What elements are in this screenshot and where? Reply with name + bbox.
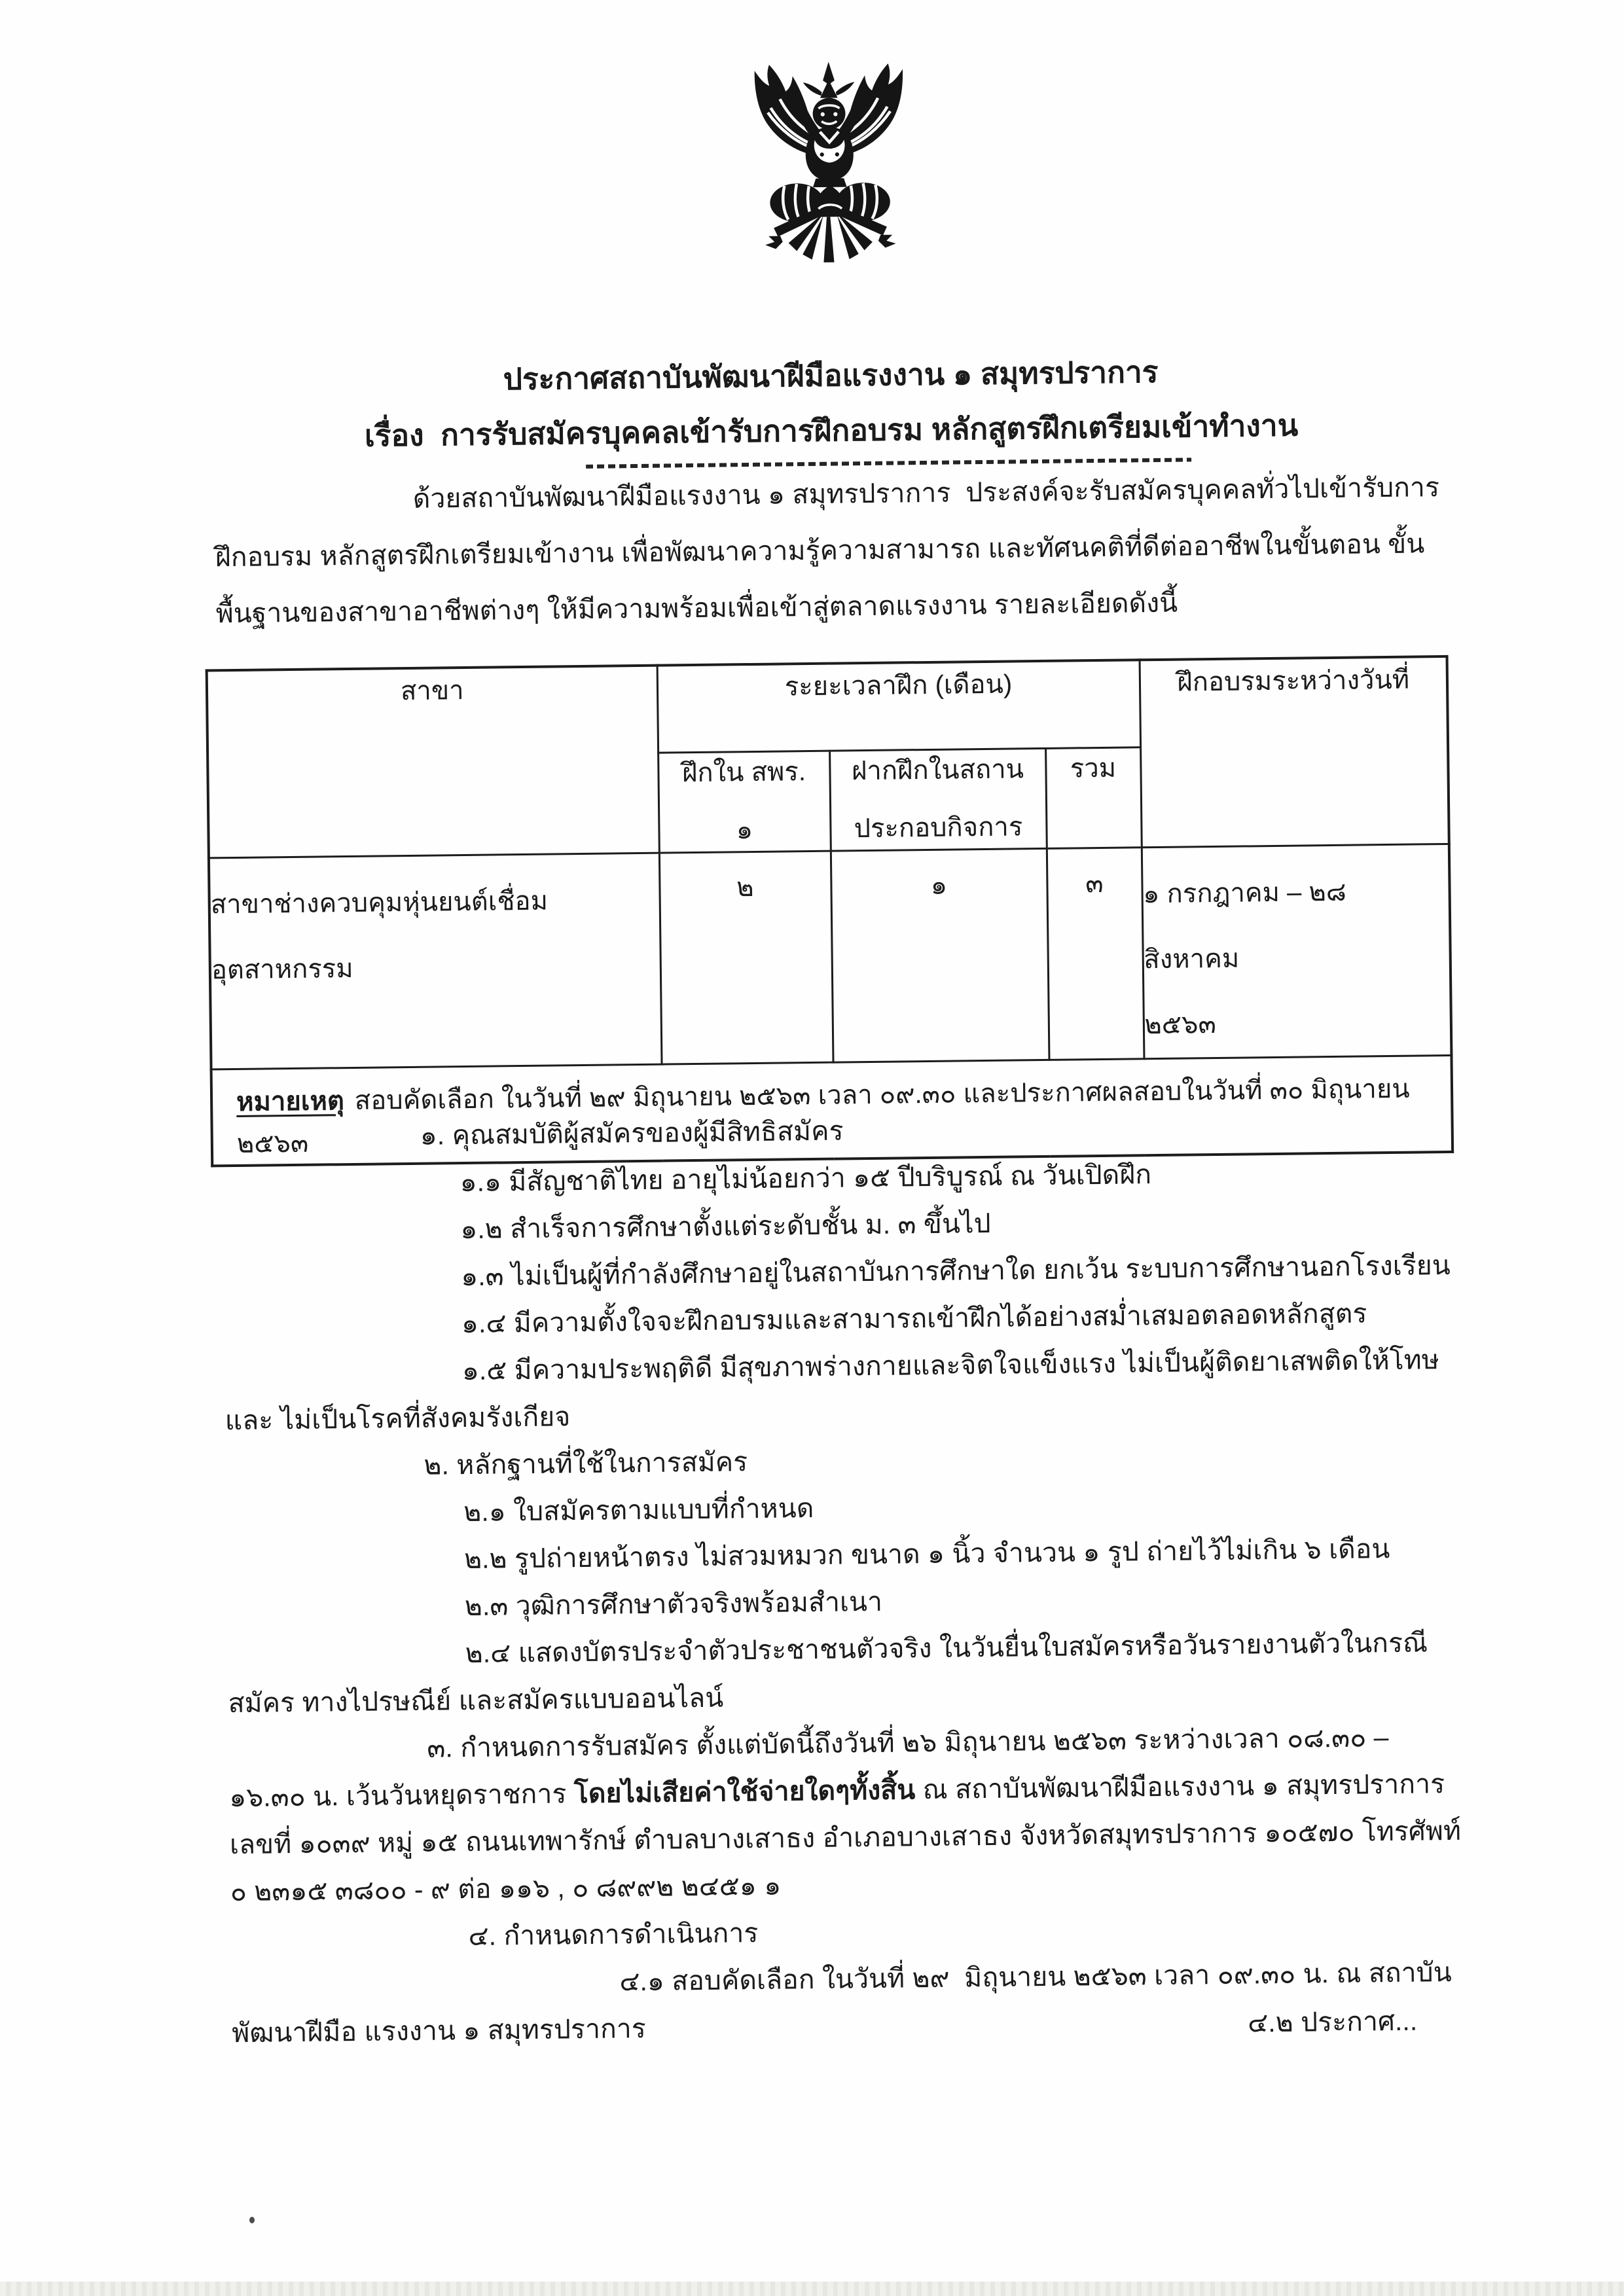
para-section-3: ๓. กำหนดการรับสมัคร ตั้งแต่บัดนี้ถึงวันที่ ๒๖ มิถุนายน ๒๕๖๓ ระหว่างเวลา ๐๘.๓๐ – ๑๖.๓๐ น. เว้นวันหยุดราชการ โดยไม่เสียค่าใช้จ่ายใดๆทั้งสิ้น ณ สถาบันพัฒนาฝีมือแรงงาน ๑ สมุทรปราการ เลขที่ ๑๐๓๙ หมู่ ๑๕ ถนนเทพารักษ์ ตำบลบางเสาธง อำเภอบางเสาธง จังหวัดสมุทรปราการ ๑๐๕๗๐ โทรศัพท์ ๐ ๒๓๑๕ ๓๘๐๐ - ๙ ต่อ ๑๑๖ , ๐ ๘๙๙๒ ๒๔๕๑ ๑ bbox=[228, 1721, 1469, 1907]
table-header-training-dates: ฝึกอบรมระหว่างวันที่ bbox=[1140, 656, 1449, 848]
para-1-3: ๑.๓ ไม่เป็นผู้ที่กำลังศึกษาอยู่ในสถาบันการศึกษาใด ยกเว้น ระบบการศึกษานอกโรงเรียน bbox=[460, 1249, 1451, 1292]
page-title-line1: ประกาศสถาบันพัฒนาฝีมือแรงงาน ๑ สมุทรปราการ bbox=[503, 354, 1159, 397]
no-fee-bold-text: โดยไม่เสียค่าใช้จ่ายใดๆทั้งสิ้น bbox=[573, 1774, 916, 1809]
note-label: หมายเหตุ bbox=[236, 1086, 345, 1117]
cell-months-in-workplace: ๑ bbox=[831, 848, 1049, 1062]
para-section-1: ๑. คุณสมบัติผู้สมัครของผู้มีสิทธิสมัคร bbox=[420, 1115, 844, 1151]
cell-months-total: ๓ bbox=[1047, 848, 1144, 1060]
para-1-2: ๑.๒ สำเร็จการศึกษาตั้งแต่ระดับชั้น ม. ๓ ขึ้นไป bbox=[460, 1208, 991, 1245]
scan-edge-artifact bbox=[0, 2282, 1624, 2296]
para-1-5: ๑.๕ มีความประพฤติดี มีสุขภาพร่างกายและจิตใจแข็งแรง ไม่เป็นผู้ติดยาเสพติดให้โทษ และ ไม่เป็นโรคที่สังคมรังเกียจ bbox=[225, 1344, 1447, 1436]
intro-paragraph: ด้วยสถาบันพัฒนาฝีมือแรงงาน ๑ สมุทรปราการ ประสงค์จะรับสมัครบุคคลทั่วไปเข้ารับการ ฝึกอบรม หลักสูตรฝึกเตรียมเข้างาน เพื่อพัฒนาความรู้ความสามารถ และทัศนคติที่ดีต่ออาชีพในขั้นตอน ขั้นพื้นฐานของสาขาอาชีพต่างๆ ให้มีความพร้อมเพื่อเข้าสู่ตลาดแรงงาน รายละเอียดดังนี้ bbox=[215, 471, 1447, 629]
para-2-1: ๒.๑ ใบสมัครตามแบบที่กำหนด bbox=[463, 1493, 814, 1528]
document-body bbox=[221, 1100, 1474, 2056]
catchword-next-page: ๔.๒ ประกาศ... bbox=[1247, 2005, 1418, 2038]
note-text: สอบคัดเลือก ในวันที่ ๒๙ มิถุนายน ๒๕๖๓ เวลา ๐๙.๓๐ และประกาศผลสอบในวันที่ ๓๐ มิถุนายน ๒๕๖๓ bbox=[236, 1074, 1410, 1158]
training-course-table bbox=[206, 655, 1454, 1167]
para-1-1: ๑.๑ มีสัญชาติไทย อายุไม่น้อยกว่า ๑๕ ปีบริบูรณ์ ณ วันเปิดฝึก bbox=[460, 1159, 1152, 1198]
para-section-4: ๔. กำหนดการดำเนินการ bbox=[468, 1918, 759, 1952]
table-header-total: รวม bbox=[1045, 747, 1142, 849]
para-2-3: ๒.๓ วุฒิการศึกษาตัวจริงพร้อมสำเนา bbox=[464, 1586, 883, 1622]
table-header-branch: สาขา bbox=[207, 666, 659, 858]
para-section-2: ๒. หลักฐานที่ใช้ในการสมัคร bbox=[424, 1446, 748, 1480]
para-4-1: ๔.๑ สอบคัดเลือก ในวันที่ ๒๙ มิถุนายน ๒๕๖๓ เวลา ๐๙.๓๐ น. ณ สถาบันพัฒนาฝีมือ แรงงาน ๑ สมุทรปราการ bbox=[232, 1957, 1452, 2049]
garuda-emblem-icon bbox=[735, 58, 924, 277]
page-title-line2: เรื่อง การรับสมัครบุคคลเข้ารับการฝึกอบรม หลักสูตรฝึกเตรียมเข้าทำงาน bbox=[364, 408, 1299, 453]
para-2-4: ๒.๔ แสดงบัตรประจำตัวประชาชนตัวจริง ในวันยื่นใบสมัครหรือวันรายงานตัวในกรณีสมัคร ทางไปรษณีย์ และสมัครแบบออนไลน์ bbox=[228, 1627, 1428, 1719]
cell-months-in-institute: ๒ bbox=[659, 851, 833, 1064]
para-1-4: ๑.๔ มีความตั้งใจจะฝึกอบรมและสามารถเข้าฝึกได้อย่างสม่ำเสมอตลอดหลักสูตร bbox=[461, 1298, 1367, 1339]
table-row bbox=[209, 844, 1452, 1069]
scan-speck bbox=[249, 2217, 255, 2223]
table-header-in-workplace: ฝากฝึกในสถาน ประกอบกิจการ bbox=[829, 748, 1047, 851]
cell-training-dates: ๑ กรกฎาคม – ๒๘ สิงหาคม ๒๕๖๓ bbox=[1142, 844, 1452, 1058]
para-2-2: ๒.๒ รูปถ่ายหน้าตรง ไม่สวมหมวก ขนาด ๑ นิ้ว จำนวน ๑ รูป ถ่ายไว้ไม่เกิน ๖ เดือน bbox=[463, 1534, 1390, 1575]
table-header-in-institute: ฝึกใน สพร. ๑ bbox=[658, 751, 831, 853]
cell-branch-name: สาขาช่างควบคุมหุ่นยนต์เชื่อม อุตสาหกรรม bbox=[209, 853, 662, 1069]
table-header-duration-group: ระยะเวลาฝึก (เดือน) bbox=[657, 660, 1140, 753]
